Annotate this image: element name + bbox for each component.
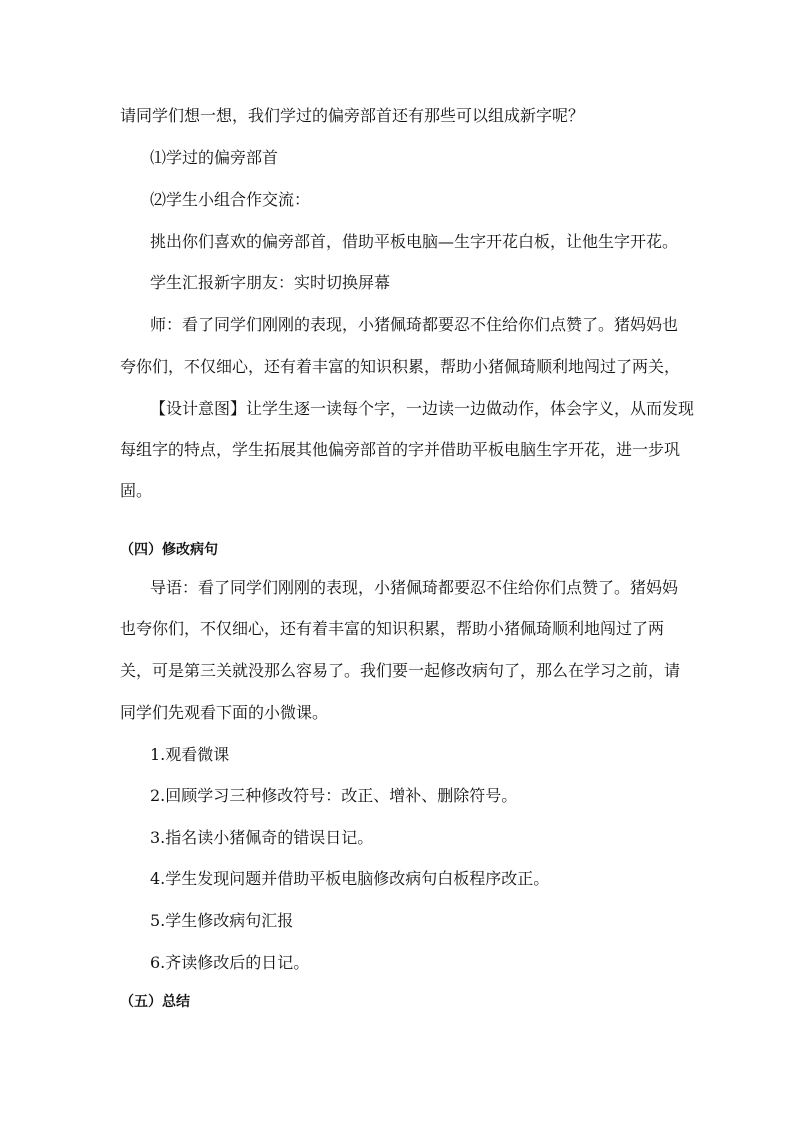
text-line: 关，可是第三关就没那么容易了。我们要一起修改病句了，那么在学习之前，请 (120, 661, 681, 680)
list-item: 5.学生修改病句汇报 (150, 911, 294, 930)
text-line: 固。 (120, 481, 153, 500)
list-item: 1.观看微课 (150, 745, 230, 764)
text-line: 挑出你们喜欢的偏旁部首，借助平板电脑—生字开花白板，让他生字开花。 (150, 232, 679, 251)
list-item: 2.回顾学习三种修改符号：改正、增补、删除符号。 (150, 786, 518, 805)
list-item: ⑴学过的偏旁部首 (150, 148, 279, 167)
text-line: 导语：看了同学们刚刚的表现，小猪佩琦都要忍不住给你们点赞了。猪妈妈 (150, 578, 679, 597)
list-item: 6.齐读修改后的日记。 (150, 953, 310, 972)
list-item: 4.学生发现问题并借助平板电脑修改病句白板程序改正。 (150, 869, 550, 888)
section-heading: （五）总结 (120, 994, 190, 1010)
text-line: 学生汇报新字朋友：实时切换屏幕 (150, 273, 391, 292)
text-line: 夸你们，不仅细心，还有着丰富的知识积累，帮助小猪佩琦顺利地闯过了两关， (120, 357, 681, 376)
list-item: ⑵学生小组合作交流： (150, 190, 311, 209)
text-line: 同学们先观看下面的小微课。 (120, 703, 329, 722)
list-item: 3.指名读小猪佩奇的错误日记。 (150, 828, 374, 847)
text-line: 每组字的特点，学生拓展其他偏旁部首的字并借助平板电脑生字开花，进一步巩 (120, 440, 681, 459)
section-heading: （四）修改病句 (120, 542, 218, 558)
text-line: 师：看了同学们刚刚的表现，小猪佩琦都要忍不住给你们点赞了。猪妈妈也 (150, 315, 679, 334)
text-line: 请同学们想一想，我们学过的偏旁部首还有那些可以组成新字呢？ (120, 106, 585, 125)
text-line: 也夸你们，不仅细心，还有着丰富的知识积累，帮助小猪佩琦顺利地闯过了两 (120, 619, 665, 638)
text-line: 【设计意图】让学生逐一读每个字，一边读一边做动作，体会字义，从而发现 (150, 399, 695, 418)
